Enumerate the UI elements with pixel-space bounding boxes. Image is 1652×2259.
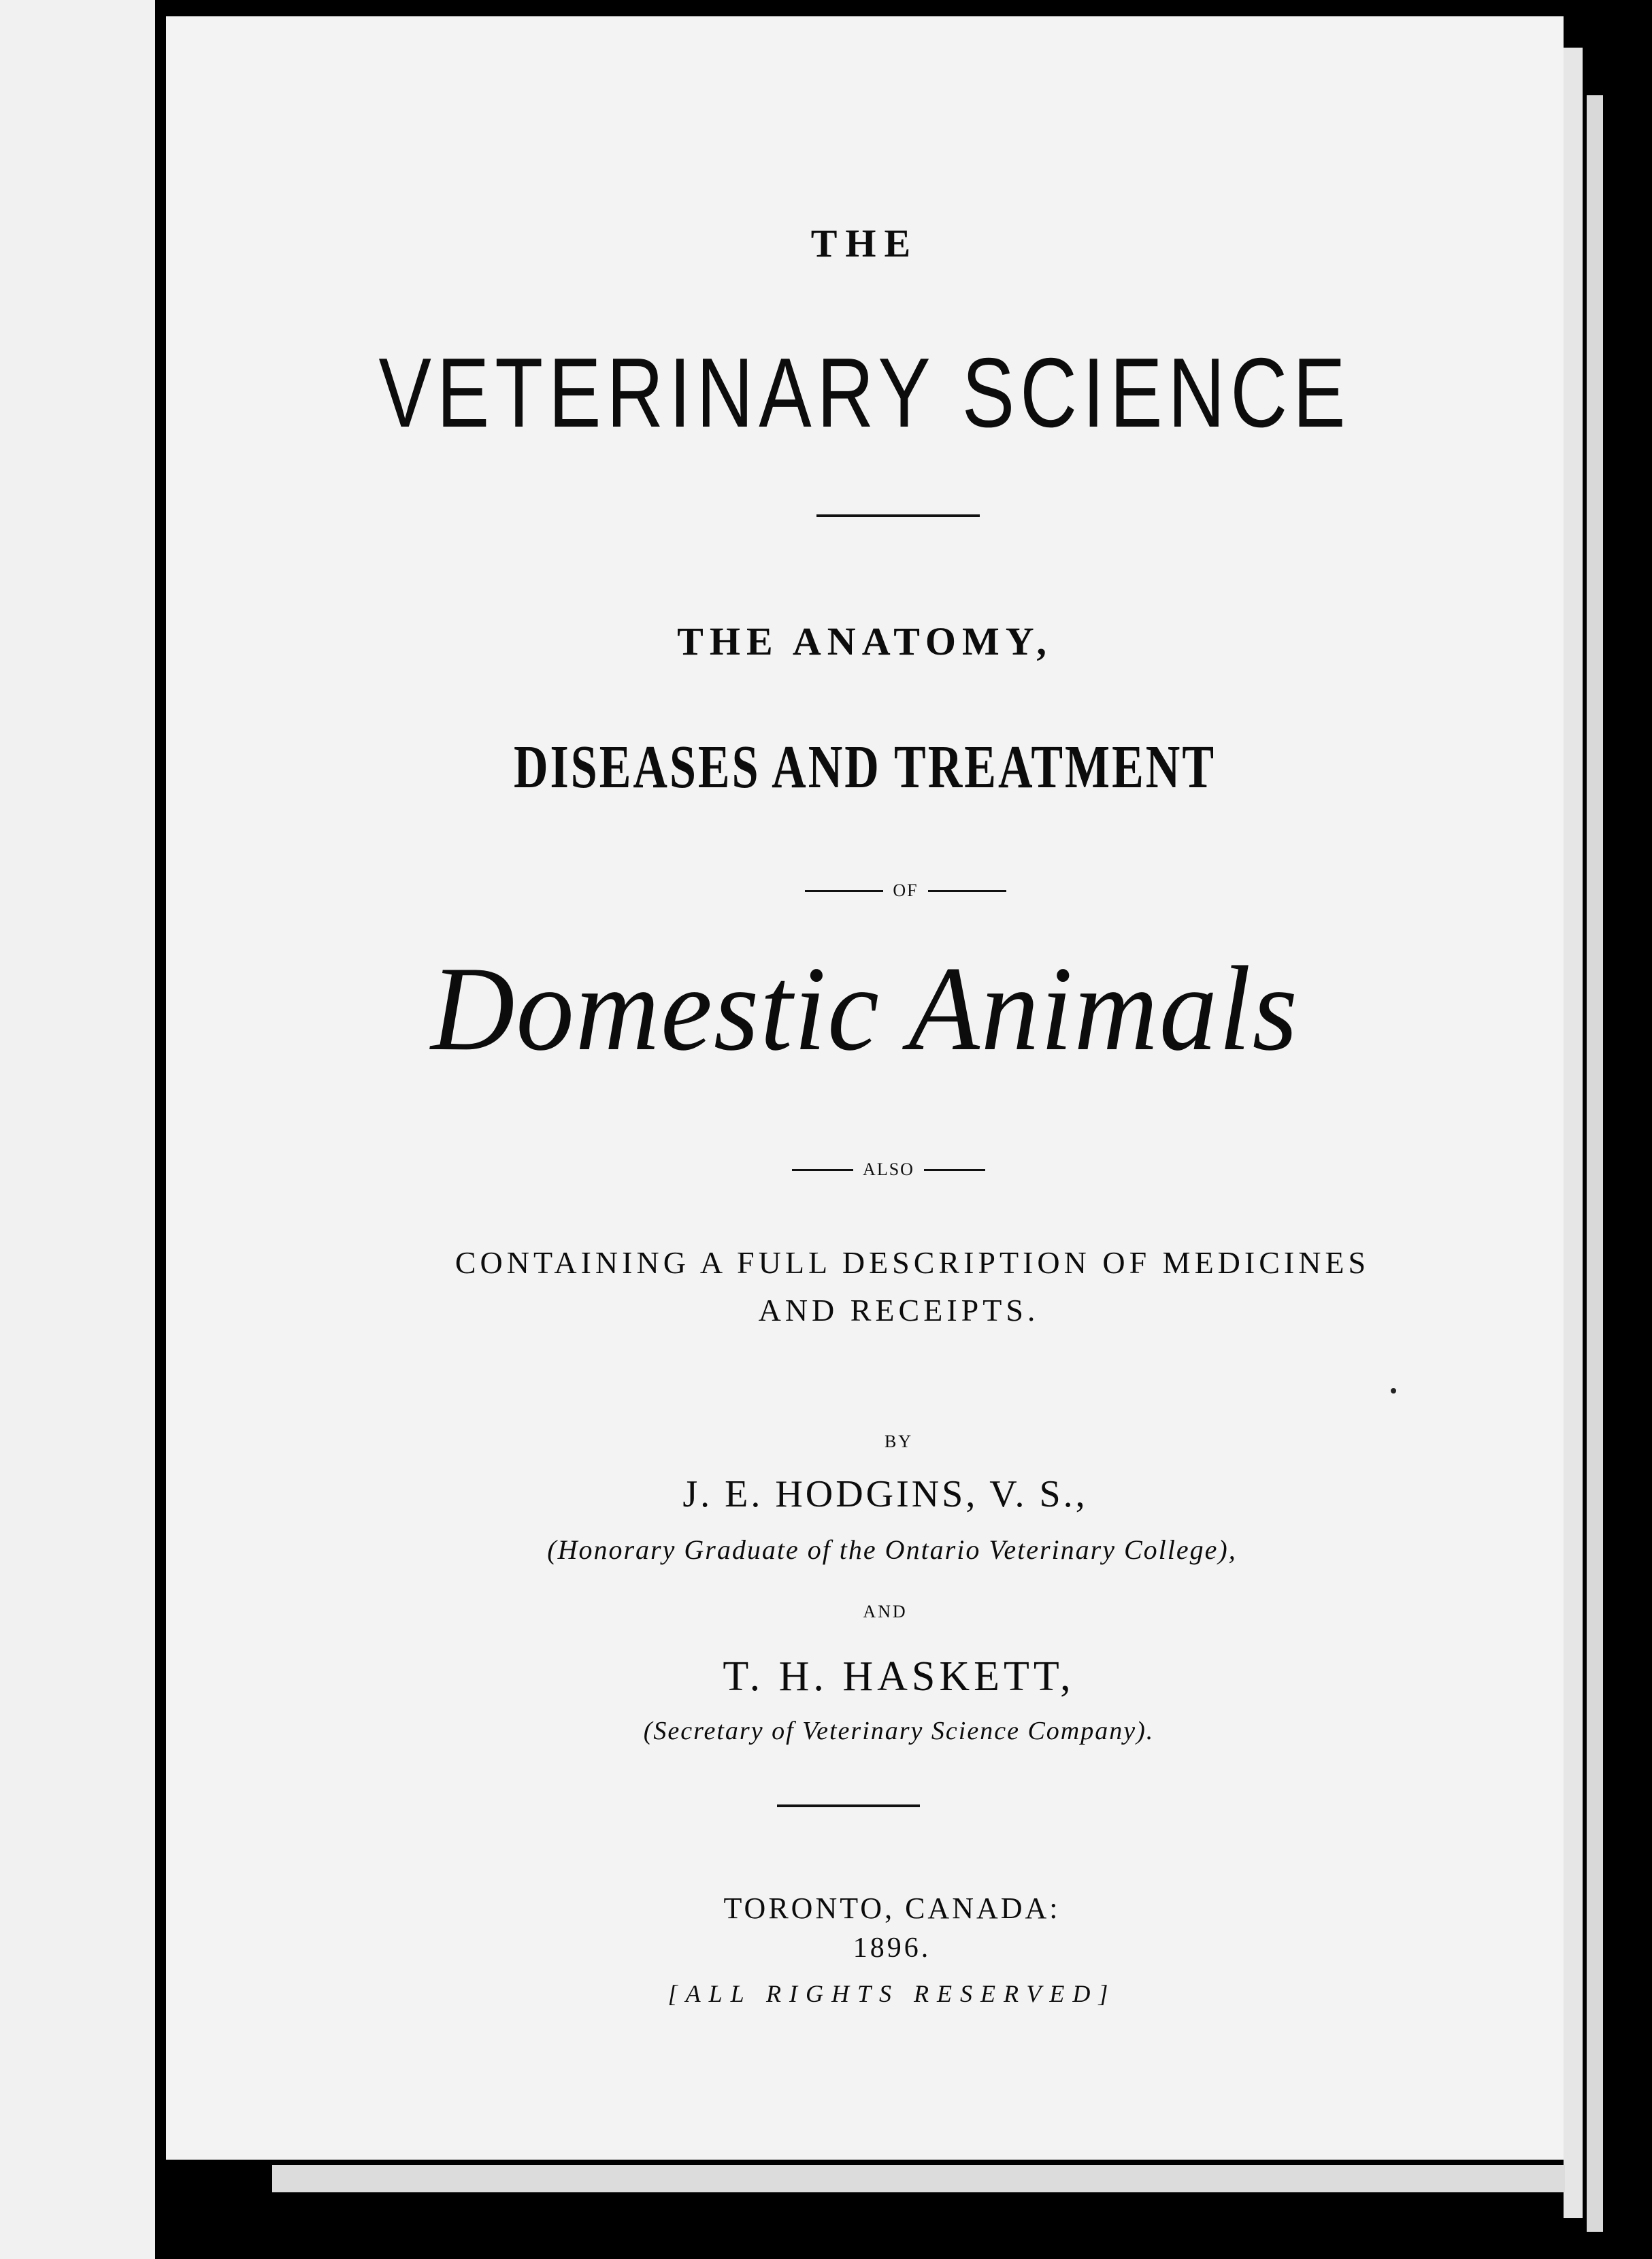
author-haskett: T. H. HASKETT,	[723, 1653, 1075, 1700]
page-bottom-edge	[272, 2165, 1565, 2192]
ink-speck	[1391, 1388, 1396, 1394]
author-haskett-credential: (Secretary of Veterinary Science Company).	[643, 1717, 1155, 1745]
also-dash-left	[792, 1169, 853, 1171]
rights-notice: [ALL RIGHTS RESERVED]	[667, 1980, 1117, 2007]
of-dash-left	[805, 890, 883, 892]
of-word: OF	[893, 880, 919, 900]
book-title: VETERINARY SCIENCE	[378, 337, 1351, 448]
subtitle-anatomy: THE ANATOMY,	[677, 619, 1053, 663]
domestic-animals-heading: Domestic Animals	[431, 941, 1299, 1076]
title-article: THE	[810, 221, 919, 265]
also-divider	[190, 1159, 1587, 1180]
also-dash-right	[924, 1169, 985, 1171]
description-line-2: AND RECEIPTS.	[758, 1293, 1040, 1328]
publication-year: 1896.	[853, 1932, 931, 1964]
left-page-leaf	[0, 0, 155, 2259]
also-word: ALSO	[863, 1159, 914, 1179]
publication-place: TORONTO, CANADA:	[723, 1892, 1061, 1925]
divider-rule-top	[816, 514, 980, 517]
by-label: BY	[884, 1432, 914, 1451]
author-hodgins: J. E. HODGINS, V. S.,	[682, 1473, 1088, 1515]
description-line-1: CONTAINING A FULL DESCRIPTION OF MEDICINES	[455, 1245, 1370, 1280]
subtitle-diseases: DISEASES AND TREATMENT	[513, 734, 1217, 802]
of-dash-right	[928, 890, 1006, 892]
title-page	[166, 16, 1564, 2160]
of-divider	[207, 880, 1604, 901]
author-hodgins-credential: (Honorary Graduate of the Ontario Veterinary College),	[547, 1534, 1237, 1565]
divider-rule-bottom	[777, 1804, 920, 1807]
and-label: AND	[863, 1602, 908, 1621]
